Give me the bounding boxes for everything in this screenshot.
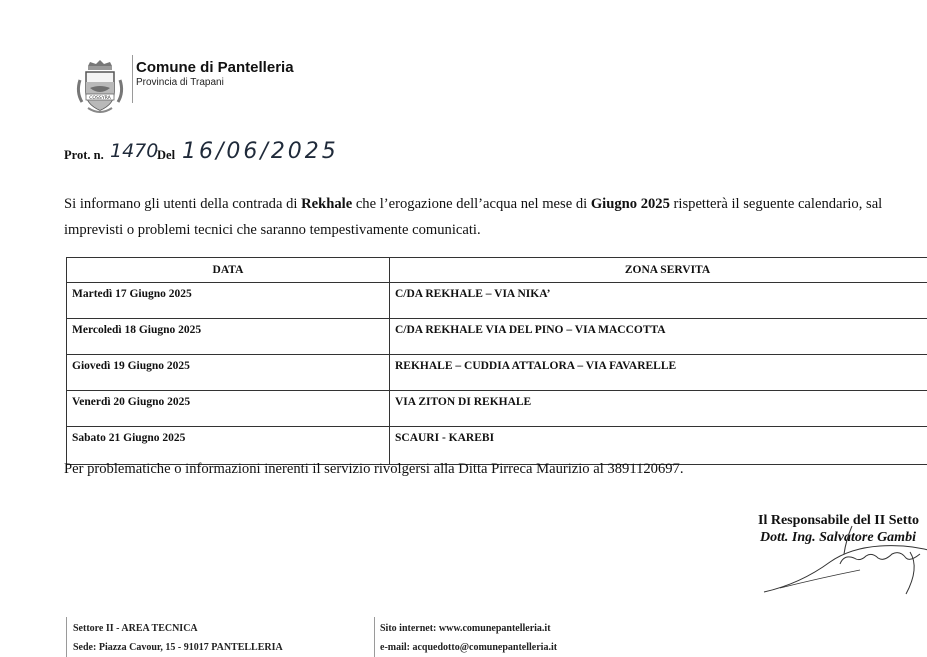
table-header-row	[67, 258, 927, 283]
notice-place: Rekhale	[301, 196, 353, 212]
municipality-name: Comune di Pantelleria	[136, 59, 294, 76]
row-date: Martedì 17 Giugno 2025	[67, 283, 390, 319]
table-row	[67, 427, 927, 465]
header-divider	[132, 55, 133, 103]
footer-email: e-mail: acquedotto@comunepantelleria.it	[380, 642, 558, 653]
row-zone: C/DA REKHALE VIA DEL PINO – VIA MACCOTTA	[390, 319, 927, 355]
footer-sector: Settore II - AREA TECNICA	[73, 623, 198, 634]
footer-website: Sito internet: www.comunepantelleria.it	[380, 623, 551, 634]
notice-text-1: Si informano gli utenti della contrada di	[64, 196, 302, 212]
row-date: Venerdì 20 Giugno 2025	[67, 391, 390, 427]
notice-paragraph	[64, 191, 927, 243]
row-zone: SCAURI - KAREBI	[390, 427, 927, 465]
handwritten-signature	[760, 518, 927, 602]
column-header-zone: ZONA SERVITA	[390, 258, 927, 283]
contact-note: Per problematiche o informazioni inerenti il servizio rivolgersi alla Ditta Pirreca Maurizio al 3891120697.	[64, 461, 684, 477]
crest-ribbon-text: COSSYRA	[89, 95, 111, 101]
footer-divider	[374, 617, 375, 657]
protocol-number: 1470	[110, 140, 159, 162]
protocol-date: 16/06/2025	[182, 139, 339, 164]
notice-text-2: che l’erogazione dell’acqua nel mese di	[352, 196, 591, 212]
notice-month: Giugno 2025	[590, 196, 670, 212]
municipal-crest-icon	[74, 58, 126, 116]
notice-text-3: rispetterà il seguente calendario, sal	[669, 196, 883, 212]
province-name: Provincia di Trapani	[136, 77, 224, 88]
row-date: Mercoledì 18 Giugno 2025	[67, 319, 390, 355]
protocol-label: Prot. n.	[64, 148, 104, 162]
column-header-date: DATA	[67, 258, 390, 283]
row-date: Sabato 21 Giugno 2025	[67, 427, 390, 465]
row-zone: C/DA REKHALE – VIA NIKA’	[390, 283, 927, 319]
signatory-title: Il Responsabile del II Setto	[758, 513, 920, 528]
water-schedule-table	[66, 257, 927, 465]
notice-text-line2: imprevisti o problemi tecnici che saranno tempestivamente comunicati.	[64, 222, 481, 238]
signatory-name: Dott. Ing. Salvatore Gambi	[760, 530, 916, 545]
table-row	[67, 319, 927, 355]
table-row	[67, 355, 927, 391]
protocol-date-label: Del	[157, 148, 176, 162]
row-zone: REKHALE – CUDDIA ATTALORA – VIA FAVARELLE	[390, 355, 927, 391]
row-zone: VIA ZITON DI REKHALE	[390, 391, 927, 427]
footer-divider	[66, 617, 67, 657]
footer-address: Sede: Piazza Cavour, 15 - 91017 PANTELLERIA	[73, 642, 283, 653]
table-row	[67, 391, 927, 427]
table-row	[67, 283, 927, 319]
row-date: Giovedì 19 Giugno 2025	[67, 355, 390, 391]
